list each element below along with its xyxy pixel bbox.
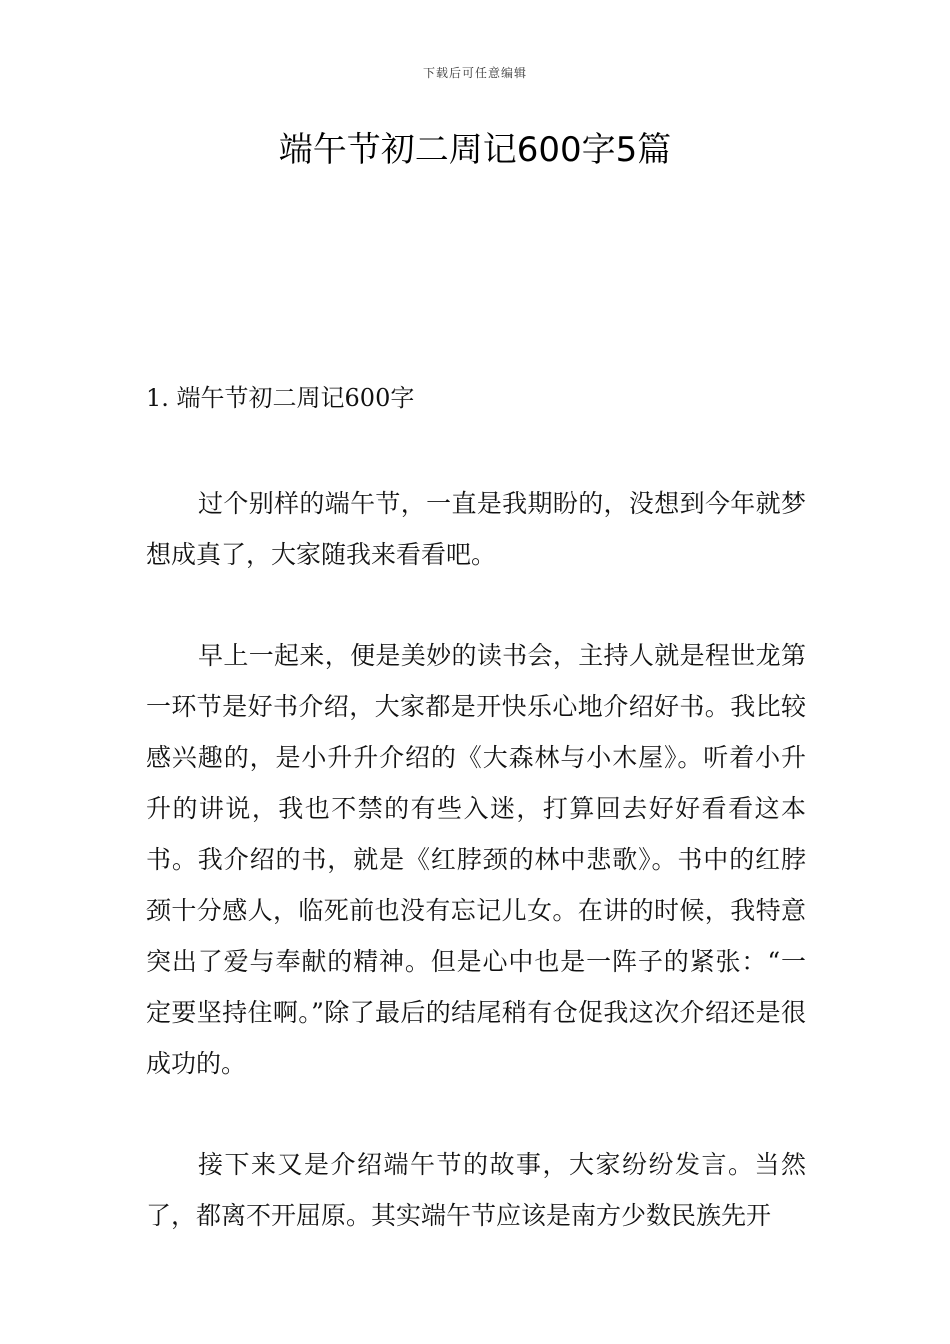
paragraph: 早上一起来，便是美妙的读书会，主持人就是程世龙第一环节是好书介绍，大家都是开快乐心地介绍好书。我比较感兴趣的，是小升升介绍的《大森林与小木屋》。听着小升升的讲说，我也不禁的有些入迷，打算回去好好看看这本书。我介绍的书，就是《红脖颈的林中悲歌》。书中的红脖颈十分感人，临死前也没有忘记儿女。在讲的时候，我特意突出了爱与奉献的精神。但是心中也是一阵子的紧张：“一定要坚持住啊。”除了最后的结尾稍有仓促我这次介绍还是很成功的。 (146, 641, 806, 1078)
paragraph: 接下来又是介绍端午节的故事，大家纷纷发言。当然了，都离不开屈原。其实端午节应该是南方少数民族先开 (146, 1150, 806, 1230)
document-title: 端午节初二周记600字5篇 (278, 130, 672, 170)
section-heading: 1. 端午节初二周记600字 (146, 384, 415, 412)
header-note: 下载后可任意编辑 (422, 66, 527, 80)
paragraph: 过个别样的端午节，一直是我期盼的，没想到今年就梦想成真了，大家随我来看看吧。 (146, 489, 806, 569)
document-body (146, 378, 806, 1291)
